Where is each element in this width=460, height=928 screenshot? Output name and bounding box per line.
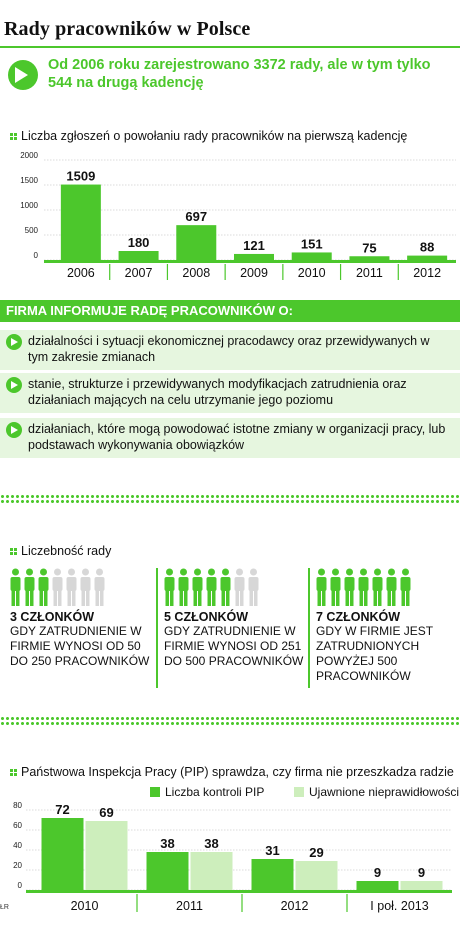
bar [119,251,159,260]
data-label: 72 [55,802,70,817]
person-icon [234,568,245,606]
person-icon [164,568,175,606]
arrow-right-icon [6,334,22,350]
tick-label: 20 [13,861,22,870]
data-label: 69 [99,805,114,820]
tick-label: 0 [17,881,22,890]
bar [401,881,443,890]
tick-label: 60 [13,821,22,830]
data-label: 75 [362,240,377,256]
person-icon [66,568,77,606]
x-tick-label: 2008 [182,266,211,280]
legend-swatch [150,787,160,797]
bar [349,256,389,260]
chart1-svg [0,148,460,288]
x-tick-label: 2010 [297,266,326,280]
tick-label: 0 [33,251,38,260]
x-tick-label: 2012 [413,266,442,280]
bar [234,254,274,260]
person-icon [80,568,91,606]
data-label: 1509 [66,168,96,184]
dotted-divider [0,494,460,504]
page-title: Rady pracowników w Polsce [4,18,251,40]
bar [292,252,332,260]
firma-item-3 [0,418,460,458]
x-tick-label: 2011 [176,899,203,913]
person-icon [386,568,397,606]
x-tick-label: 2010 [70,899,99,913]
person-icon [24,568,35,606]
legend-label-2: Ujawnione nieprawidłowości [309,785,460,799]
firma-item-2 [0,373,460,413]
bar [176,225,216,260]
bar [357,881,399,890]
group-divider [308,568,310,688]
source-credit: ŁR [0,904,9,911]
bar [407,256,447,260]
bar [147,852,189,890]
firma-item-1 [0,330,460,370]
person-icon [372,568,383,606]
arrow-right-icon [8,60,38,90]
chart1-label: Liczba zgłoszeń o powołaniu rady pracowników na pierwszą kadencję [21,129,408,143]
group-5-head: 5 CZŁONKÓW [164,610,249,624]
person-icon [52,568,63,606]
group-7-head: 7 CZŁONKÓW [316,610,401,624]
person-icon [358,568,369,606]
tick-label: 500 [24,226,38,235]
group-divider [156,568,158,688]
person-icon [178,568,189,606]
firma-item-2-text: stanie, strukturze i przewidywanych modyfikacjach zatrudnienia oraz działaniach mających na celu utrzymanie jego poziomu [28,377,407,407]
tick-label: 1500 [20,176,38,185]
person-icon [10,568,21,606]
group-7 [316,568,456,684]
legend-label-1: Liczba kontroli PIP [165,785,265,799]
person-icon [248,568,259,606]
group-3-desc: GDY ZATRUDNIENIE W FIRMIE WYNOSI OD 50 DO 250 PRACOWNIKÓW [10,624,150,668]
data-label: 697 [185,209,208,225]
legend-item-1 [150,785,264,799]
people-icons [10,568,150,606]
data-label: 88 [419,239,435,255]
dotted-divider [0,716,460,726]
bar [86,821,128,890]
bar [61,185,101,260]
licz-label-row [10,544,111,558]
people-icons [164,568,304,606]
person-icon [400,568,411,606]
group-3-head: 3 CZŁONKÓW [10,610,95,624]
x-tick-label: I poł. 2013 [370,899,429,913]
legend-item-2 [294,785,459,799]
tick-label: 40 [13,841,22,850]
licz-label: Liczebność rady [21,544,112,558]
bar [42,818,84,890]
person-icon [330,568,341,606]
person-icon [316,568,327,606]
chart2-svg [0,800,460,925]
person-icon [220,568,231,606]
data-label: 121 [243,237,265,253]
title-rule [0,46,460,48]
firma-item-1-text: działalności i sytuacji ekonomicznej pracodawcy oraz przewidywanych w tym zakresie zmianach [28,334,430,364]
headline: Od 2006 roku zarejestrowano 3372 rady, ale w tym tylko 544 na drugą kadencję [48,57,431,91]
group-3 [10,568,150,669]
data-label: 31 [265,843,280,858]
bar [191,852,233,890]
person-icon [206,568,217,606]
chart1-label-row [10,129,407,143]
firma-item-3-text: działaniach, które mogą powodować istotne zmiany w organizacji pracy, lub podstawach wykonywania obowiązków [28,422,446,452]
data-label: 9 [373,865,382,880]
arrow-right-icon [6,422,22,438]
bar [296,861,338,890]
data-label: 9 [417,865,426,880]
x-tick-label: 2012 [280,899,309,913]
dots-icon [10,548,17,555]
firma-header: FIRMA INFORMUJE RADĘ PRACOWNIKÓW O: [0,300,460,322]
chart2-label-row [10,765,454,779]
x-tick-label: 2011 [355,266,383,280]
legend-swatch [294,787,304,797]
data-label: 38 [160,836,175,851]
person-icon [344,568,355,606]
dots-icon [10,769,17,776]
data-label: 151 [300,236,323,252]
bar [252,859,294,890]
group-7-desc: GDY W FIRMIE JEST ZATRUDNIONYCH POWYŻEJ 500 PRACOWNIKÓW [316,624,433,683]
person-icon [94,568,105,606]
person-icon [38,568,49,606]
chart2-label: Państwowa Inspekcja Pracy (PIP) sprawdza, czy firma nie przeszkadza radzie [21,765,454,779]
group-5-desc: GDY ZATRUDNIENIE W FIRMIE WYNOSI OD 251 DO 500 PRACOWNIKÓW [164,624,304,668]
data-label: 38 [204,836,219,851]
tick-label: 1000 [20,201,38,210]
person-icon [192,568,203,606]
data-label: 180 [127,235,150,250]
dots-icon [10,133,17,140]
group-5 [164,568,304,669]
people-icons [316,568,456,606]
arrow-right-icon [6,377,22,393]
x-tick-label: 2006 [66,266,95,280]
data-label: 29 [309,845,324,860]
tick-label: 2000 [20,151,38,160]
x-tick-label: 2007 [124,266,153,280]
tick-label: 80 [13,801,22,810]
x-tick-label: 2009 [240,266,268,280]
